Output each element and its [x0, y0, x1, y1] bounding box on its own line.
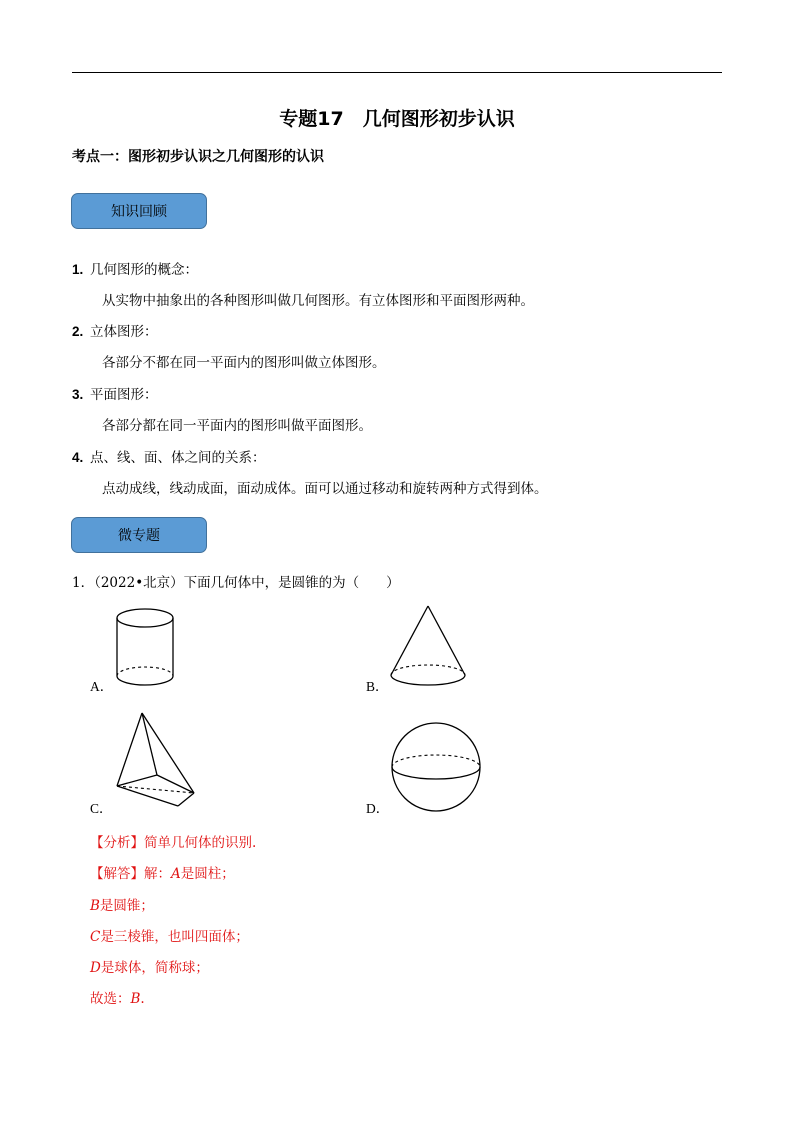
item-number: 1. [72, 262, 84, 277]
choice-prefix: 故选： [90, 991, 131, 1007]
line-text: 是三棱锥，也叫四面体； [100, 929, 249, 945]
choice-var: B [130, 991, 141, 1007]
knowledge-item-1-heading [72, 260, 198, 280]
page-title: 专题17 几何图形初步认识 [279, 108, 515, 130]
item-heading: 几何图形的概念： [90, 262, 198, 278]
item-number: 3. [72, 387, 84, 402]
knowledge-item-1-body: 从实物中抽象出的各种图形叫做几何图形。有立体图形和平面图形两种。 [102, 293, 534, 309]
question-stem: 1．（2022•北京）下面几何体中，是圆锥的为（ ） [72, 575, 400, 591]
option-c-label: C． [90, 801, 113, 816]
section-box-label: 微专题 [118, 528, 160, 544]
answer-text: 是圆柱； [180, 866, 235, 882]
var-a: A [171, 866, 181, 882]
header-rule [72, 72, 722, 73]
item-heading: 立体图形： [90, 324, 158, 340]
solution-choice [90, 987, 145, 1007]
option-a-label: A． [90, 679, 114, 694]
cylinder-icon [112, 607, 182, 689]
answer-prefix: 【解答】解： [90, 866, 171, 882]
solution-line-b [90, 894, 154, 914]
solution-line-c [90, 925, 249, 945]
tetrahedron-icon [114, 710, 198, 810]
item-heading: 平面图形： [90, 387, 158, 403]
knowledge-item-2-body: 各部分不都在同一平面内的图形叫做立体图形。 [102, 355, 386, 371]
var-d: D [90, 960, 101, 976]
section-box-micro [71, 517, 207, 553]
line-text: 是圆锥； [99, 898, 154, 914]
sphere-icon [390, 721, 482, 813]
var-b: B [90, 898, 100, 914]
solution-line-d [90, 956, 209, 976]
knowledge-item-3-body: 各部分都在同一平面内的图形叫做平面图形。 [102, 418, 372, 434]
line-text: 是球体，简称球； [100, 960, 209, 976]
item-number: 4. [72, 450, 84, 465]
section-box-knowledge [71, 193, 207, 229]
knowledge-item-4-body: 点动成线，线动成面，面动成体。面可以通过移动和旋转两种方式得到体。 [102, 481, 548, 497]
knowledge-item-4-heading [72, 448, 266, 468]
option-b-label: B． [366, 679, 389, 694]
choice-suffix: . [140, 991, 145, 1007]
cone-icon [388, 604, 468, 688]
section-box-label: 知识回顾 [111, 204, 167, 220]
solution-answer-line [90, 862, 235, 882]
item-number: 2. [72, 324, 84, 339]
knowledge-item-2-heading [72, 322, 158, 342]
knowledge-item-3-heading [72, 385, 158, 405]
option-d-label: D． [366, 801, 390, 816]
kaodian-heading: 考点一：图形初步认识之几何图形的认识 [72, 149, 324, 165]
var-c: C [90, 929, 101, 945]
solution-analysis: 【分析】简单几何体的识别. [90, 835, 257, 851]
item-heading: 点、线、面、体之间的关系： [90, 450, 266, 466]
